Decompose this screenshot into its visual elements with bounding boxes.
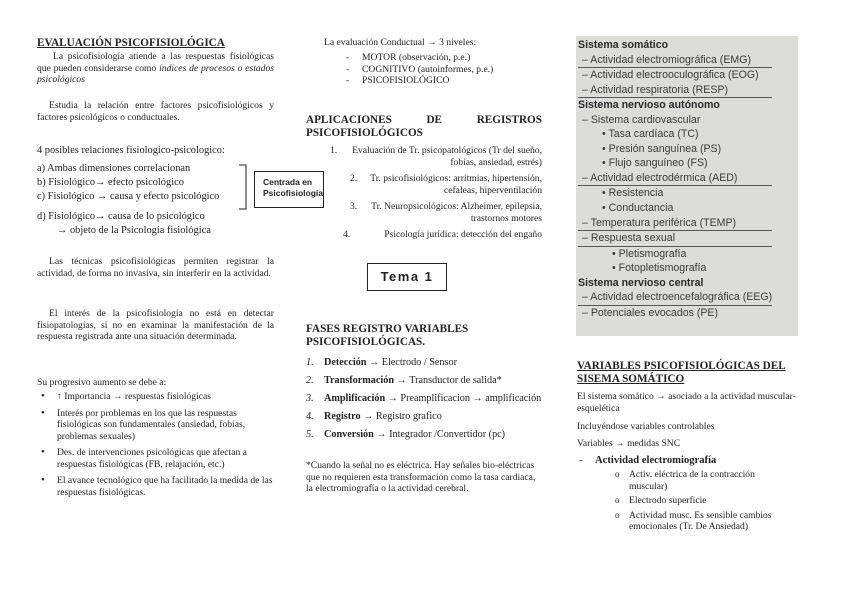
interest-paragraph: El interés de la psicofisiología no está en detectar fisiopatologías, si no en examinar la manifestación de la respuesta registrada ante una situación determinada. — [37, 308, 274, 342]
applications-title: APLICACIONES DE REGISTROS PSICOFISIOLÓGICOS — [306, 114, 542, 139]
phase-rest: Integrador /Convertidor (pc) — [389, 429, 506, 440]
photo-item: – Actividad electrooculográfica (EOG) — [582, 69, 759, 82]
photo-item: – Actividad electrodérmica (AED) — [578, 171, 772, 187]
photo-heading: Sistema somático — [578, 39, 669, 51]
photo-heading: Sistema nervioso autónomo — [578, 99, 720, 112]
phase-num: 3. — [306, 393, 314, 404]
phase-num: 2. — [306, 375, 314, 386]
somatic-line-2: Incluyéndose variables controlables — [577, 421, 715, 432]
photo-item: • Fotopletismografía — [612, 262, 707, 275]
application-num: 4. — [343, 229, 351, 240]
relation-item: a) Ambas dimensiones correlacionan — [37, 163, 191, 174]
phase-rest: Preamplificacion → amplificación — [400, 393, 542, 404]
section-title-evaluacion: EVALUACIÓN PSICOFISIOLÓGICA — [37, 37, 225, 49]
phase-text: Transformación → Transductor de salida* — [324, 375, 502, 386]
relations-bracket — [238, 164, 252, 210]
progress-item: • Interés por problemas en los que las respuestas fisiológicas son fundamentales (ansiedad, fobias, problemas sexuales) — [37, 408, 275, 443]
phase-text: Detección → Electrodo / Sensor — [324, 357, 457, 368]
application-item — [306, 173, 542, 196]
emg-dash: - — [579, 455, 583, 466]
tema-label: Tema 1 — [367, 263, 447, 291]
progress-item: • Des. de intervenciones psicológicas que afectan a respuestas fisiológicas (FB, relajación, etc.) — [37, 447, 275, 470]
application-text: Tr. psicofisiológicos: arritmias, hipertensión, cefaleas, hiperventilación — [370, 173, 542, 196]
variables-photo — [576, 36, 798, 336]
emg-item: o Activ. eléctrica de la contracción muscular) — [577, 469, 791, 492]
level-item: - PSICOFISIOLÓGICO — [344, 75, 493, 87]
phase-num: 4. — [306, 411, 314, 422]
relation-item-subline: → objeto de la Psicología fisiológica — [57, 225, 211, 236]
application-num: 1. — [330, 145, 338, 156]
relations-title: 4 posibles relaciones fisiologico-psicologico: — [37, 145, 225, 156]
photo-item: – Actividad electromiográfica (EMG) — [578, 53, 772, 69]
phase-bold: Registro — [324, 411, 361, 422]
phase-num: 1. — [306, 357, 314, 368]
photo-text-list — [578, 38, 772, 320]
applications-title-spacer — [306, 114, 542, 140]
somatic-line-1: El sistema somático → asociado a la actividad muscular-esquelética — [577, 391, 796, 414]
eval-levels-title: La evaluación Conductual → 3 niveles: — [324, 37, 477, 48]
photo-item: – Sistema cardiovascular — [582, 113, 701, 126]
phase-item — [306, 356, 546, 369]
application-num: 2. — [350, 173, 358, 184]
application-item — [306, 229, 542, 241]
application-text: Evaluación de Tr. psicopatológicos (Tr del sueño, fobias, ansiedad, estrés) — [352, 145, 542, 168]
level-item: - MOTOR (observación, p.e.) — [344, 52, 493, 64]
phase-bold: Transformación — [324, 375, 394, 386]
phase-num: 5. — [306, 429, 314, 440]
phase-rest: Registro grafico — [375, 411, 442, 422]
application-num: 3. — [350, 201, 358, 212]
phases-footnote: *Cuando la señal no es eléctrica. Hay señales bio-eléctricas que no requieren esta transformación como la tasa cardiaca, la electromiografía o la actividad cerebral. — [306, 460, 536, 494]
intro-paragraph — [37, 51, 274, 86]
photo-item: • Resistencia — [602, 187, 664, 200]
application-text: Psicología jurídica: detección del engaño — [384, 229, 542, 240]
relation-item: c) Fisiológico → causa y efecto psicológico — [37, 191, 220, 202]
intro-italic-text: índices de procesos o estados psicológicos — [37, 62, 274, 85]
emg-item: o Actividad musc. Es sensible cambios emocionales (Tr. De Ansiedad) — [577, 510, 791, 533]
progress-item: • ↑ Importancia → respuestas fisiológicas — [37, 391, 275, 403]
relation-item: b) Fisiológico→ efecto psicológico — [37, 177, 184, 188]
photo-item: – Actividad respiratoria (RESP) — [578, 83, 772, 99]
phase-text: Conversión → Integrador /Convertidor (pc) — [324, 429, 506, 440]
centrada-label: Centrada en Psicofisiología — [254, 171, 324, 208]
phase-item — [306, 428, 546, 441]
application-item — [306, 145, 542, 168]
photo-item: – Potenciales evocados (PE) — [582, 306, 719, 319]
photo-item: – Respuesta sexual — [578, 231, 772, 247]
eval-levels-list — [344, 52, 493, 87]
somatic-variables-title: VARIABLES PSICOFISIOLÓGICAS DEL SISEMA SOMÁTICO — [577, 360, 786, 385]
emg-title: Actividad electromiografía — [595, 455, 717, 466]
somatic-line-3: Variables → medidas SNC — [577, 438, 681, 449]
phase-item — [306, 392, 546, 405]
phase-bold: Detección — [324, 357, 367, 368]
photo-item: • Flujo sanguíneo (FS) — [602, 157, 708, 170]
intro-text: La psicofisiología atiende a las respuestas fisiológicas que pueden considerarse como — [37, 51, 274, 74]
level-item: - COGNITIVO (autoinformes, p.e.) — [344, 64, 493, 76]
applications-list — [306, 145, 542, 241]
progress-list — [37, 391, 275, 503]
progress-item: • El avance tecnológico que ha facilitado la medida de las respuestas fisiológicas. — [37, 475, 275, 498]
phase-bold: Amplificación — [324, 393, 386, 404]
phase-bold: Conversión — [324, 429, 374, 440]
emg-list — [577, 469, 791, 533]
phase-item — [306, 374, 546, 387]
photo-item: – Actividad electroencefalográfica (EEG) — [578, 290, 772, 306]
progress-title: Su progresivo aumento se debe a: — [37, 377, 167, 388]
photo-item: • Pletismografía — [612, 247, 687, 260]
phases-title: FASES REGISTRO VARIABLES PSICOFISIOLÓGICAS. — [306, 323, 469, 348]
photo-item: • Tasa cardíaca (TC) — [602, 128, 699, 141]
phase-rest: Electrodo / Sensor — [381, 357, 457, 368]
photo-item: • Conductancia — [602, 202, 674, 215]
phase-rest: Transductor de salida* — [409, 375, 502, 386]
relations-list — [37, 162, 252, 238]
application-item — [306, 201, 542, 224]
photo-item: • Presión sanguínea (PS) — [602, 142, 722, 155]
relation-paragraph: Estudia la relación entre factores psicofisiológicos y factores psicológicos o conductuales. — [37, 100, 274, 123]
relation-item: d) Fisiológico→ causa de lo psicológico — [37, 211, 205, 222]
phase-text: Amplificación → Preamplificacion → amplificación — [324, 393, 542, 404]
emg-title-row — [579, 455, 716, 466]
phase-item — [306, 410, 546, 423]
phases-list — [306, 356, 546, 441]
photo-heading: Sistema nervioso central — [578, 276, 704, 289]
emg-item: o Electrodo superficie — [577, 495, 791, 507]
application-text: Tr. Neuropsicológicos: Alzheimer, epilepsia, trastornos motores — [371, 201, 542, 224]
photo-item: – Temperatura periférica (TEMP) — [578, 216, 772, 232]
phase-text: Registro → Registro grafico — [324, 411, 442, 422]
techniques-paragraph: Las técnicas psicofisiológicas permiten registrar la actividad, de forma no invasiva, sin interferir en la actividad. — [37, 256, 274, 279]
